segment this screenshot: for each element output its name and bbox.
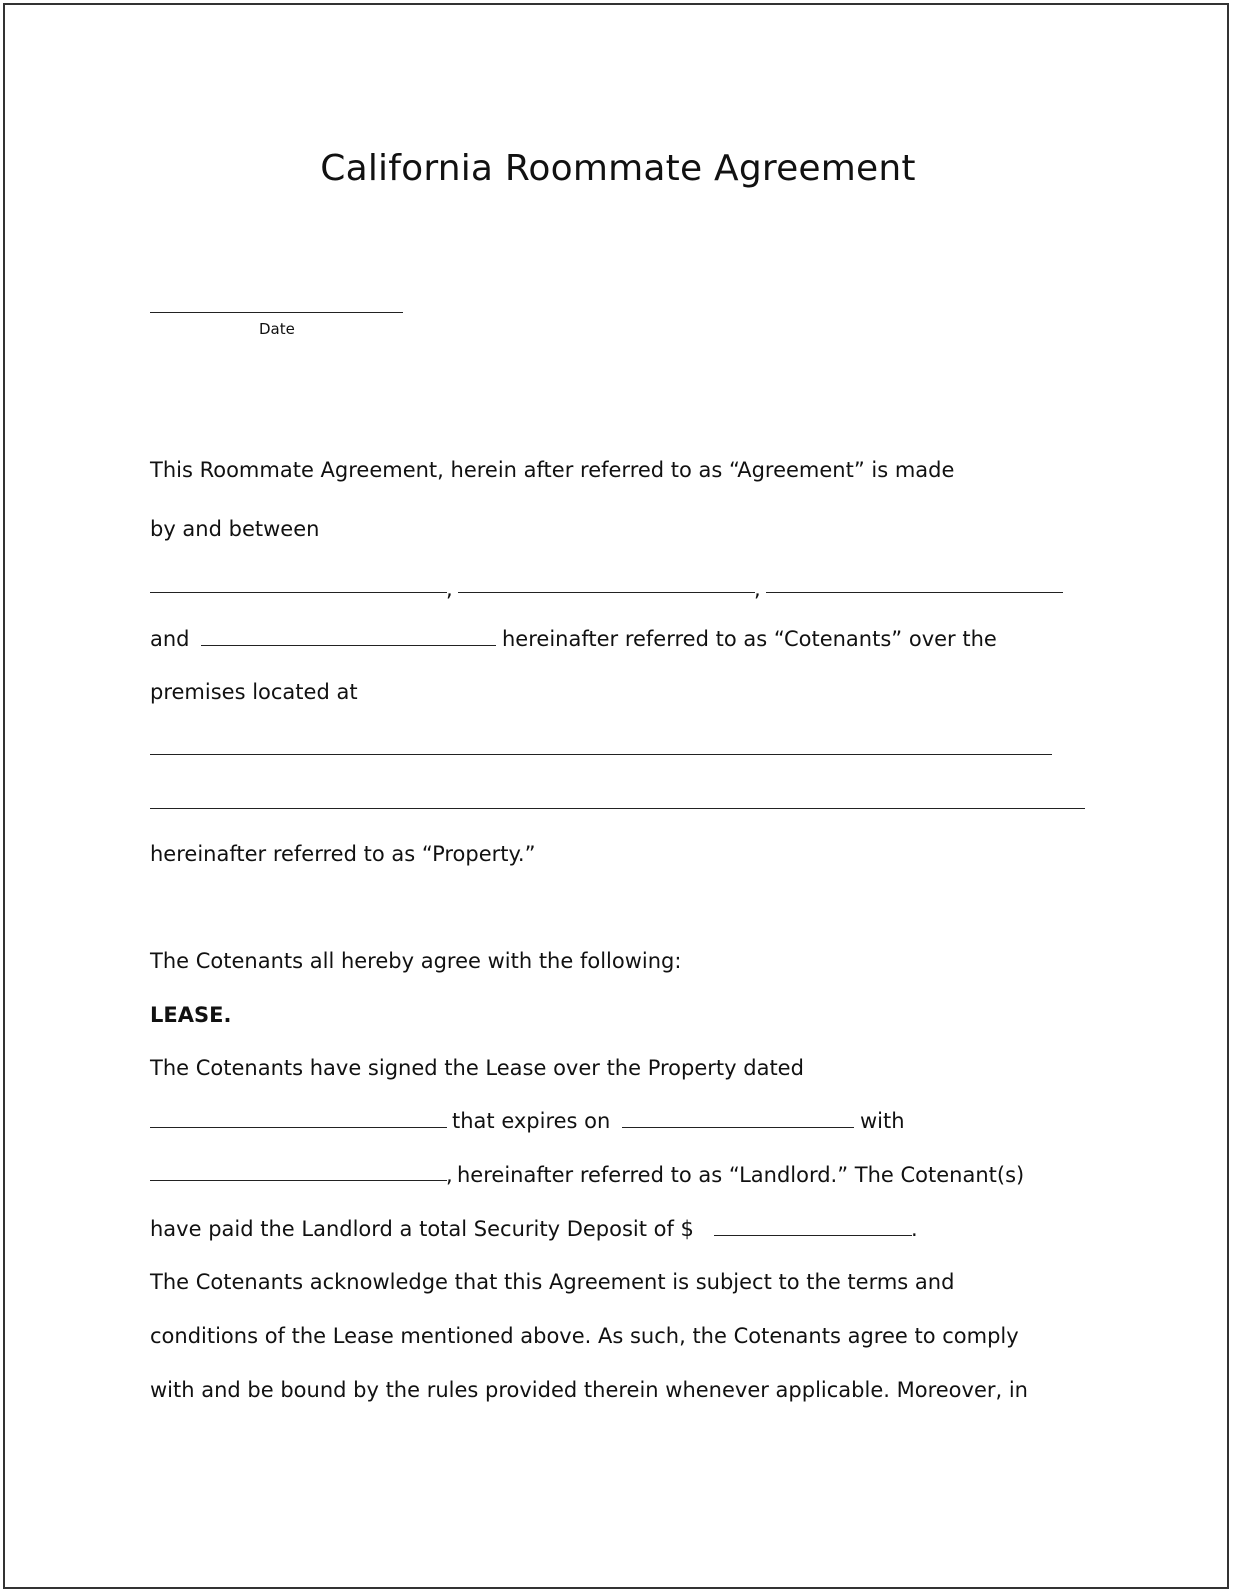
expiry-date-blank[interactable] bbox=[622, 1127, 854, 1128]
deposit-period: . bbox=[911, 1217, 918, 1241]
property-definition: hereinafter referred to as “Property.” bbox=[150, 842, 536, 866]
landlord-definition: hereinafter referred to as “Landlord.” The Cotenant(s) bbox=[457, 1163, 1025, 1187]
party-name-blank-3[interactable] bbox=[766, 592, 1063, 593]
comma-2: , bbox=[754, 577, 761, 601]
date-line[interactable] bbox=[150, 312, 403, 313]
lease-date-blank[interactable] bbox=[150, 1127, 447, 1128]
address-blank-2[interactable] bbox=[150, 808, 1085, 809]
ack-line-3: with and be bound by the rules provided therein whenever applicable. Moreover, in bbox=[150, 1378, 1028, 1402]
comma-1: , bbox=[446, 577, 453, 601]
intro-line-2: by and between bbox=[150, 517, 320, 541]
cotenants-definition: hereinafter referred to as “Cotenants” over the bbox=[502, 627, 997, 651]
landlord-name-blank[interactable] bbox=[150, 1180, 447, 1181]
address-blank-1[interactable] bbox=[150, 754, 1052, 755]
deposit-text: have paid the Landlord a total Security Deposit of $ bbox=[150, 1217, 694, 1241]
agree-following: The Cotenants all hereby agree with the following: bbox=[150, 949, 682, 973]
premises-label: premises located at bbox=[150, 680, 358, 704]
comma-3: , bbox=[446, 1163, 453, 1187]
deposit-amount-blank[interactable] bbox=[714, 1235, 912, 1236]
with-label: with bbox=[860, 1109, 905, 1133]
lease-line-1: The Cotenants have signed the Lease over the Property dated bbox=[150, 1056, 804, 1080]
party-name-blank-2[interactable] bbox=[458, 592, 755, 593]
ack-line-1: The Cotenants acknowledge that this Agreement is subject to the terms and bbox=[150, 1270, 955, 1294]
intro-line-1: This Roommate Agreement, herein after referred to as “Agreement” is made bbox=[150, 458, 955, 482]
party-name-blank-4[interactable] bbox=[201, 645, 496, 646]
lease-heading: LEASE. bbox=[150, 1003, 232, 1027]
and-label: and bbox=[150, 627, 190, 651]
ack-line-2: conditions of the Lease mentioned above. As such, the Cotenants agree to comply bbox=[150, 1324, 1019, 1348]
date-label: Date bbox=[259, 320, 295, 338]
document-title: California Roommate Agreement bbox=[320, 148, 916, 189]
expires-on-label: that expires on bbox=[452, 1109, 611, 1133]
party-name-blank-1[interactable] bbox=[150, 592, 447, 593]
